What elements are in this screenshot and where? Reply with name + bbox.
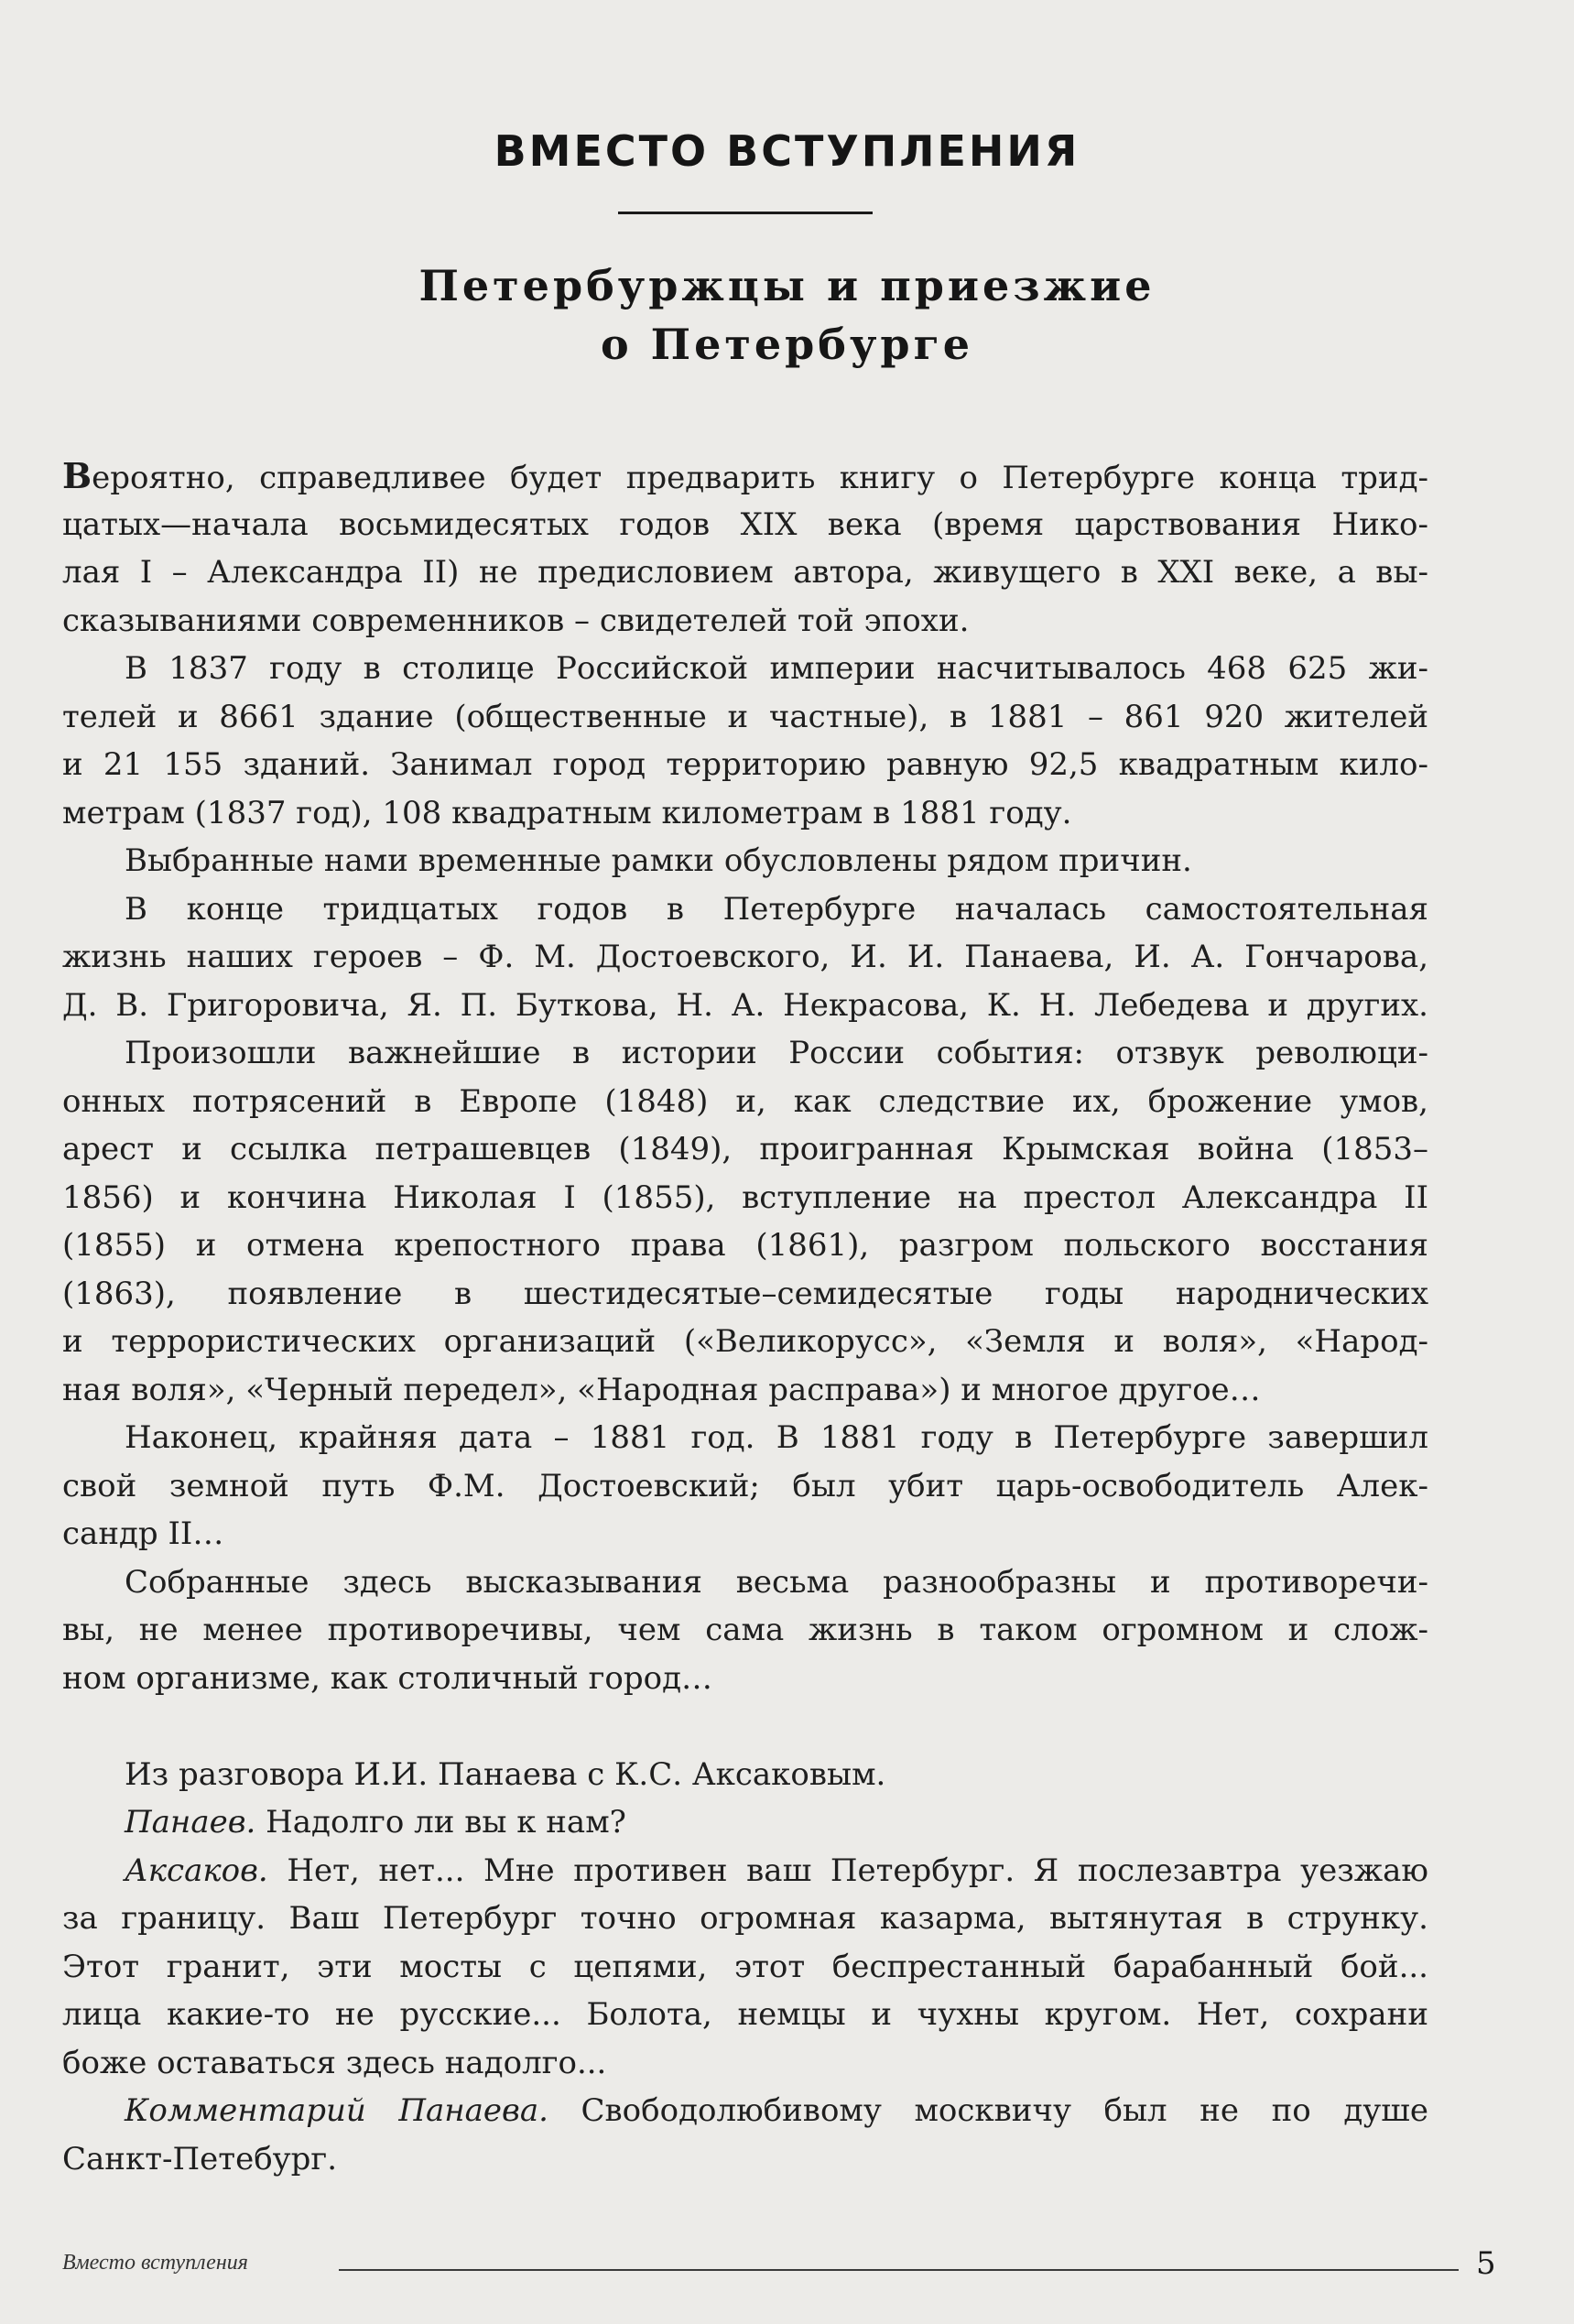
dialogue-line: за границу. Ваш Петербург точно огромная казарма, вытянутая в струнку. [62,1900,1428,1937]
text-line: ная воля», «Черный передел», «Народная расправа») и многое другое… [62,1371,1261,1408]
text-line: В конце тридцатых годов в Петербурге началась самостоятельная [125,890,1428,928]
dialogue-line: Комментарий Панаева. Свободолюбивому москвичу был не по душе [125,2092,1428,2129]
title-divider [618,212,873,214]
text-line: сказываниями современников – свидетелей той эпохи. [62,602,970,639]
text-line: жизнь наших героев – Ф. М. Достоевского, И. И. Панаева, И. А. Гончарова, [62,939,1428,975]
text-line: вы, не менее противоречивы, чем сама жизнь в таком огромном и слож- [62,1612,1428,1648]
text-line: свой земной путь Ф.М. Достоевский; был убит царь-освободитель Алек- [62,1467,1428,1504]
body-text [62,452,1428,2183]
dialogue-line: лица какие-то не русские... Болота, немцы и чухны кругом. Нет, сохрани [62,1996,1428,2033]
text-line: В 1837 году в столице Российской империи насчитывалось 468 625 жи- [125,650,1428,687]
text-line: Д. В. Григоровича, Я. П. Буткова, Н. А. Некрасова, К. Н. Лебедева и других. [62,986,1428,1024]
text-line: и террористических организаций («Великорусс», «Земля и воля», «Народ- [62,1323,1428,1360]
dialogue-line: боже оставаться здесь надолго... [62,2044,607,2081]
chapter-title-line-2: о Петербурге [600,320,974,369]
text-line: 1856) и кончина Николая I (1855), вступление на престол Александра II [62,1178,1428,1216]
footer-rule [339,2269,1459,2271]
text-line: сандр II… [62,1515,224,1552]
speaker-name: Комментарий Панаева. [125,2092,548,2129]
speaker-name: Аксаков. [125,1852,268,1889]
chapter-title-line-1: Петербуржцы и приезжие [418,261,1156,310]
text-line: и 21 155 зданий. Занимал город территорию равную 92,5 квадратным кило- [62,746,1428,783]
text-line: Наконец, крайняя дата – 1881 год. В 1881 году в Петербурге завершил [125,1419,1428,1456]
text-line: Собранные здесь высказывания весьма разнообразны и противоречи- [125,1563,1428,1601]
text-line: (1855) и отмена крепостного права (1861), разгром польского восстания [62,1227,1428,1264]
chapter-title [0,256,1574,374]
text-line: ном организме, как столичный город… [62,1659,713,1697]
text-line: Выбранные нами временные рамки обусловлены рядом причин. [125,842,1192,879]
drop-cap: В [62,455,92,496]
text-line: (1863), появление в шестидесятые–семидесятые годы народнических [62,1275,1428,1312]
dialogue-intro: Из разговора И.И. Панаева с К.С. Аксаковым. [125,1755,886,1793]
text-line: цатых—начала восьмидесятых годов XIX века (время царствования Нико- [62,505,1428,543]
running-title: Вместо вступления [62,2251,248,2275]
dialogue-line: Аксаков. Нет, нет... Мне противен ваш Петербург. Я послезавтра уезжаю [125,1852,1428,1889]
text-line: Вероятно, справедливее будет предварить книгу о Петербурге конца трид- [62,455,1428,496]
text-line: арест и ссылка петрашевцев (1849), проигранная Крымская война (1853– [62,1131,1428,1167]
text-line: лая I – Александра II) не предисловием автора, живущего в XXI веке, а вы- [62,554,1428,591]
text-line: онных потрясений в Европе (1848) и, как следствие их, брожение умов, [62,1082,1428,1120]
text-line: Произошли важнейшие в истории России события: отзвук революци- [125,1035,1428,1071]
dialogue-line: Этот гранит, эти мосты с цепями, этот беспрестанный барабанный бой... [62,1948,1428,1985]
text-line: телей и 8661 здание (общественные и частные), в 1881 – 861 920 жителей [62,698,1428,735]
text-line: метрам (1837 год), 108 квадратным километрам в 1881 году. [62,794,1072,831]
section-title: ВМЕСТО ВСТУПЛЕНИЯ [494,126,1080,176]
paragraph-gap [62,1702,1428,1751]
page-number: 5 [1476,2245,1496,2282]
speaker-name: Панаев. [125,1804,256,1841]
dialogue-line: Панаев. Надолго ли вы к нам? [125,1804,626,1841]
dialogue-line: Санкт-Петебург. [62,2140,338,2177]
